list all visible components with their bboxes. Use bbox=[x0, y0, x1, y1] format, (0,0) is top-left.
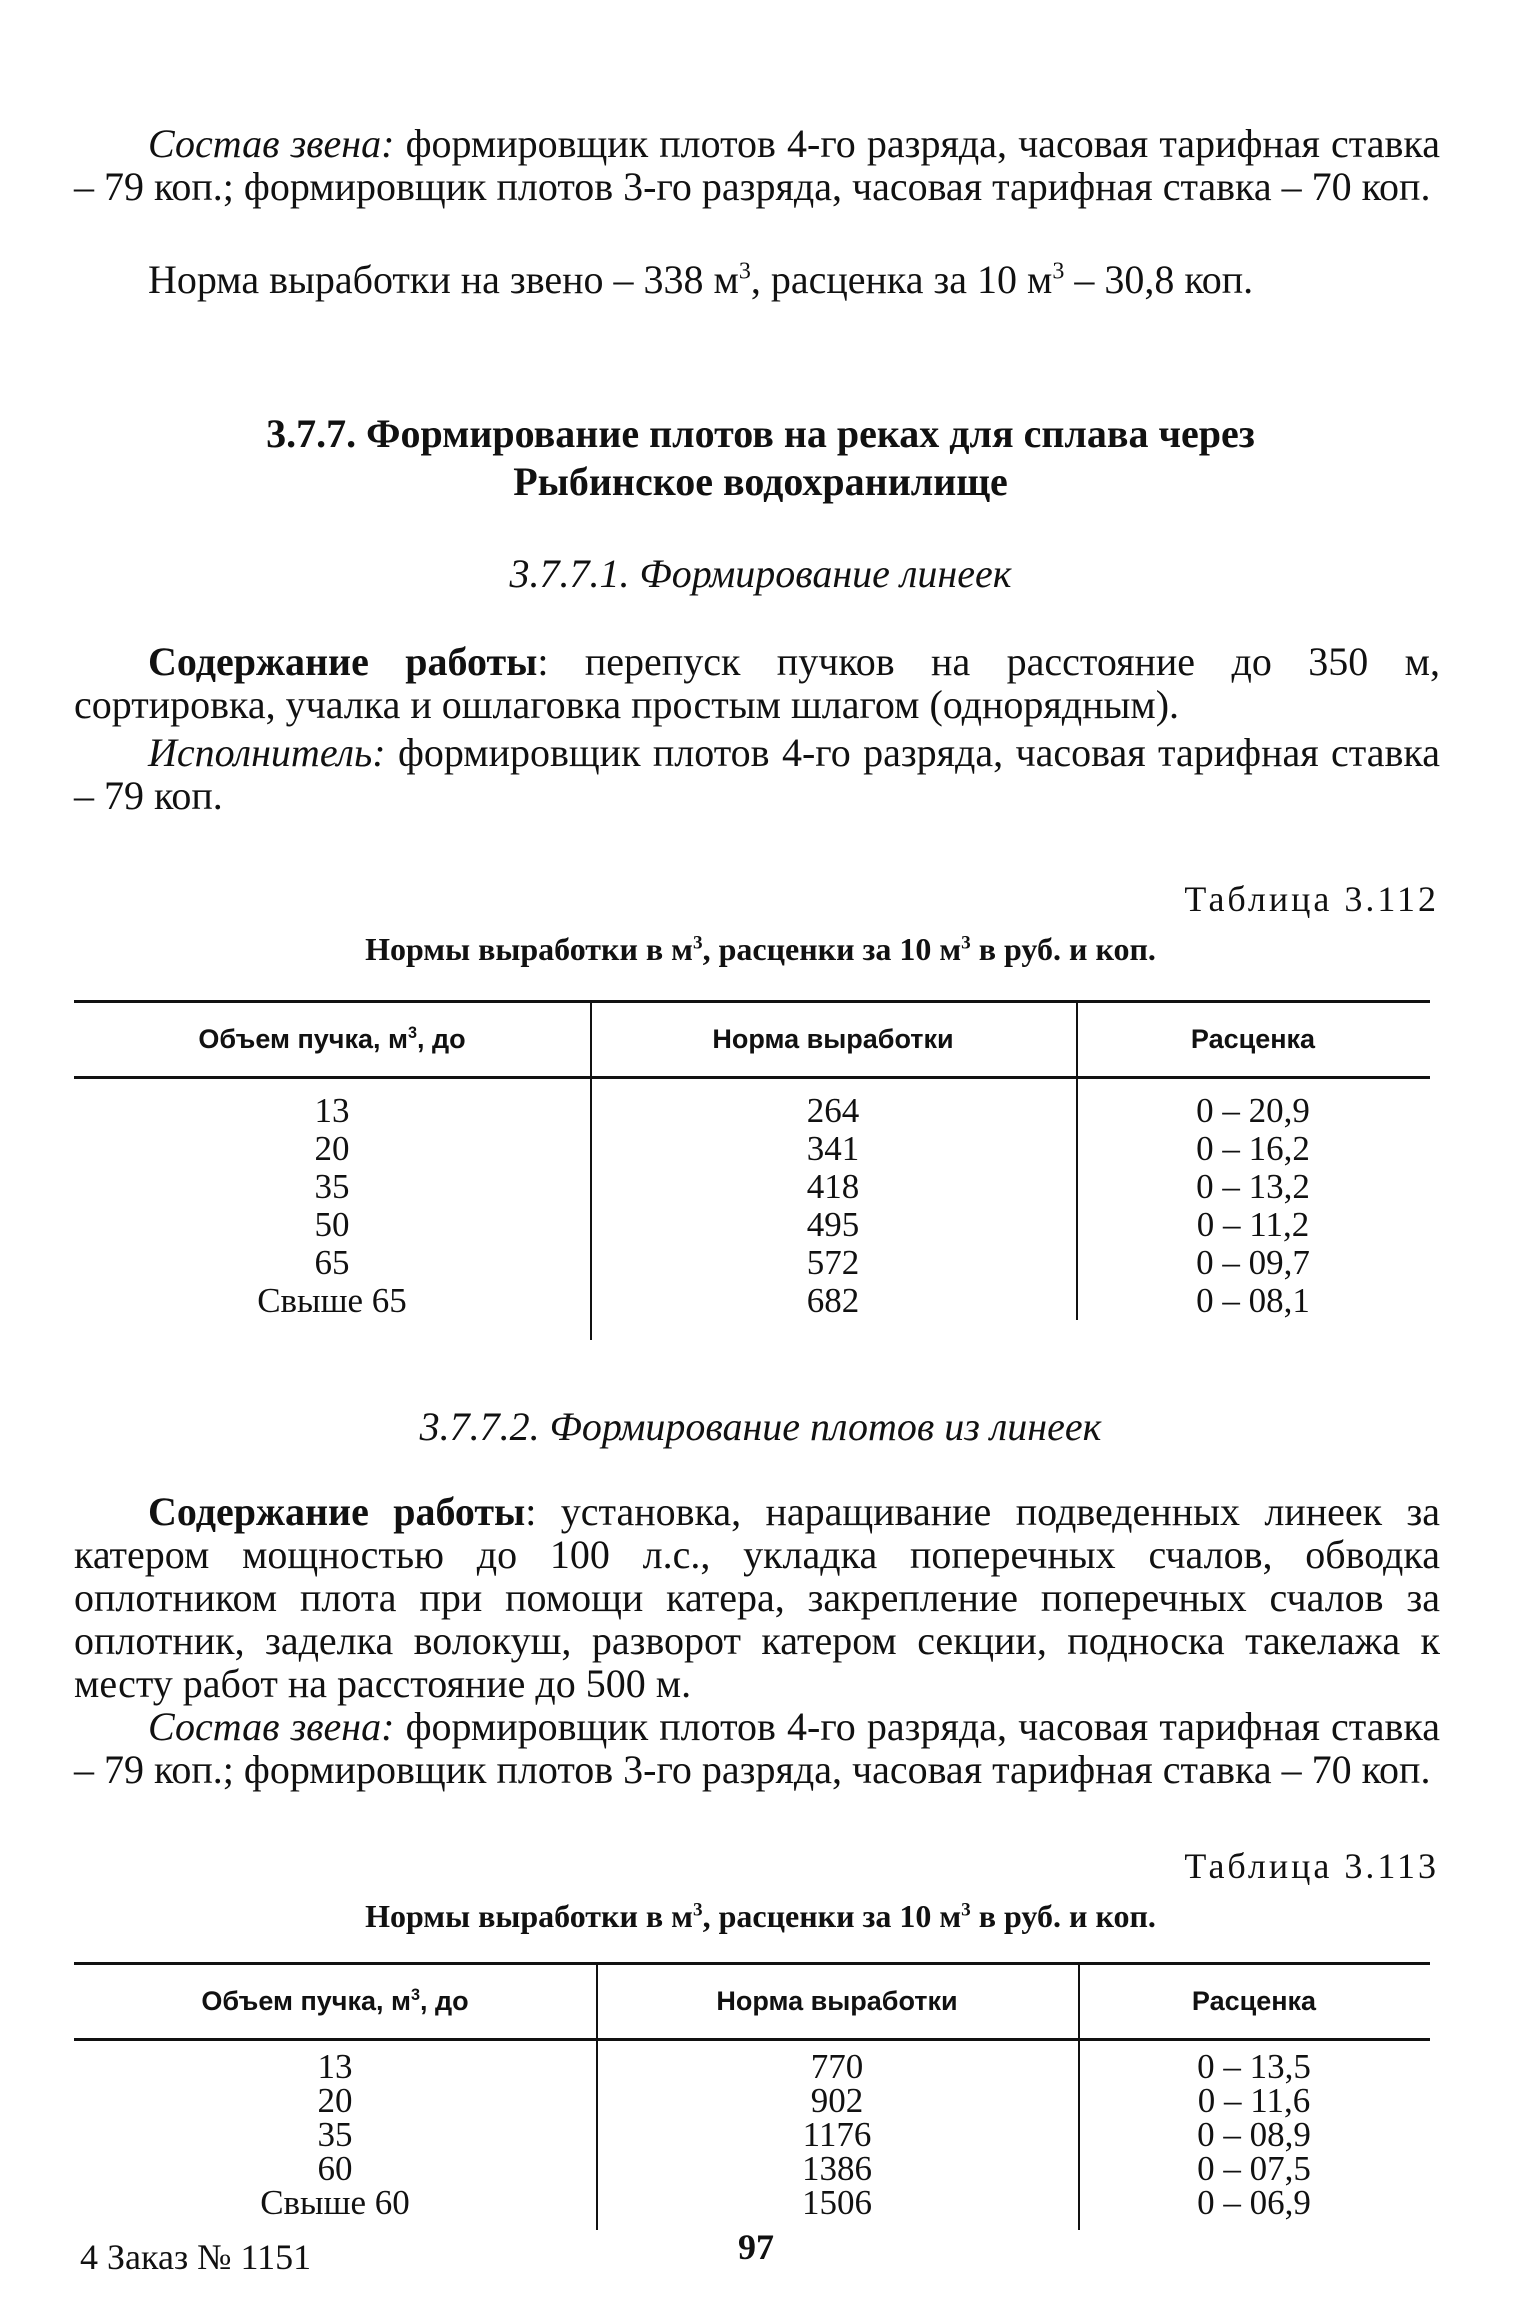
sub1-performer-paragraph bbox=[74, 731, 1440, 817]
table2-header-norm: Норма выработки bbox=[716, 1986, 958, 2016]
table2-caption-sup2: 3 bbox=[961, 1899, 971, 1921]
sub2-work-label: Содержание работы bbox=[148, 1489, 526, 1534]
intro-crew-paragraph bbox=[74, 122, 1440, 208]
table2-norm: 1386 bbox=[802, 2149, 872, 2188]
table2-volume: 20 bbox=[317, 2081, 353, 2120]
sub2-work-paragraph bbox=[74, 1490, 1440, 1705]
table2-norm: 1176 bbox=[802, 2115, 872, 2154]
table1-volume: 20 bbox=[314, 1129, 350, 1168]
intro-norm-middle: , расценка за 10 м bbox=[750, 257, 1053, 302]
table2-caption-b: , расценки за 10 м bbox=[702, 1898, 962, 1934]
table2-volume: 13 bbox=[317, 2047, 353, 2086]
table2-volume: Свыше 60 bbox=[260, 2183, 410, 2222]
table1-norm: 264 bbox=[806, 1091, 860, 1130]
table1-norm: 682 bbox=[806, 1281, 860, 1320]
table-row bbox=[74, 1168, 1430, 1206]
table1-header-norm: Норма выработки bbox=[712, 1024, 954, 1054]
table1-header-volume-b: , до bbox=[417, 1024, 466, 1054]
table1-rate: 0 – 11,2 bbox=[1196, 1205, 1310, 1244]
table1-header-volume-sup: 3 bbox=[408, 1024, 418, 1042]
table1-volume: Свыше 65 bbox=[257, 1281, 407, 1320]
table2-norm: 1506 bbox=[802, 2183, 872, 2222]
table2-volume: 60 bbox=[317, 2149, 353, 2188]
table1-caption-sup1: 3 bbox=[692, 932, 703, 954]
sub1-work-label: Содержание работы bbox=[148, 639, 538, 684]
footer-order-number: 4 Заказ № 1151 bbox=[80, 2237, 312, 2277]
intro-norm-sup2: 3 bbox=[1052, 258, 1065, 285]
table1-body bbox=[74, 1092, 1430, 1320]
table1-rate: 0 – 16,2 bbox=[1196, 1129, 1310, 1168]
table1-rate: 0 – 09,7 bbox=[1196, 1243, 1310, 1282]
sub2-crew-text: формировщик плотов 4-го разряда, часовая тарифная ставка – 79 коп.; формировщик плотов 3-го разряда, часовая тарифная ставка – 70 коп. bbox=[74, 1704, 1440, 1792]
sub1-work-text: : перепуск пучков на расстояние до 350 м, сортировка, учалка и ошлаговка простым шлагом (однорядным). bbox=[74, 639, 1440, 727]
subsection2-title: 3.7.7.2. Формирование плотов из линеек bbox=[419, 1404, 1102, 1449]
intro-norm-sup1: 3 bbox=[738, 258, 751, 285]
table2-header-volume-a: Объем пучка, м bbox=[201, 1986, 411, 2016]
table1-norm: 341 bbox=[806, 1129, 860, 1168]
table1-header-rule bbox=[74, 1076, 1430, 1079]
sub2-crew-label: Состав звена: bbox=[148, 1704, 395, 1749]
sub2-work-text: : установка, наращивание подведенных линеек за катером мощностью до 100 л.с., укладка поперечных счалов, обводка оплотником плота при помощи катера, закрепление поперечных счалов за оплотник, заделка волокуш, разворот катером секции, подноска такелажа к месту работ на расстояние до 500 м. bbox=[74, 1489, 1441, 1706]
sub1-performer-text: формировщик плотов 4-го разряда, часовая тарифная ставка – 79 коп. bbox=[74, 730, 1440, 818]
table-row bbox=[74, 2081, 1430, 2120]
table2-volume: 35 bbox=[317, 2115, 353, 2154]
table1-top-rule bbox=[74, 1000, 1430, 1003]
table1-header-volume bbox=[74, 1018, 590, 1061]
table1-volume: 35 bbox=[314, 1167, 350, 1206]
table2 bbox=[74, 1962, 1430, 2230]
table1-caption bbox=[0, 928, 1521, 971]
table-row bbox=[74, 1206, 1430, 1244]
intro-crew-label: Состав звена: bbox=[148, 121, 395, 166]
table2-rate: 0 – 06,9 bbox=[1197, 2183, 1311, 2222]
table2-rate: 0 – 08,9 bbox=[1197, 2115, 1311, 2154]
page-number: 97 bbox=[738, 2227, 774, 2267]
table1-number: Таблица 3.112 bbox=[1184, 879, 1439, 919]
table2-rate: 0 – 07,5 bbox=[1197, 2149, 1311, 2188]
table2-caption-sup1: 3 bbox=[692, 1899, 703, 1921]
table-row bbox=[74, 2115, 1430, 2154]
intro-norm-suffix: – 30,8 коп. bbox=[1064, 257, 1254, 302]
table1-norm: 495 bbox=[806, 1205, 860, 1244]
table1-rate: 0 – 13,2 bbox=[1196, 1167, 1310, 1206]
table1-caption-sup2: 3 bbox=[961, 932, 971, 954]
table2-top-rule bbox=[74, 1962, 1430, 1965]
table2-caption-a: Нормы выработки в м bbox=[365, 1898, 693, 1934]
table-row bbox=[74, 2183, 1430, 2222]
table1-caption-a: Нормы выработки в м bbox=[365, 931, 693, 967]
table2-norm: 902 bbox=[810, 2081, 864, 2120]
table-row bbox=[74, 1092, 1430, 1130]
table-row bbox=[74, 1282, 1430, 1320]
table2-header-volume-b: , до bbox=[420, 1986, 469, 2016]
table1-caption-c: в руб. и коп. bbox=[970, 931, 1156, 967]
table1-header-volume-a: Объем пучка, м bbox=[198, 1024, 408, 1054]
section-title-line2: Рыбинское водохранилище bbox=[513, 459, 1008, 504]
sub1-performer-label: Исполнитель: bbox=[148, 730, 386, 775]
section-title-line1: 3.7.7. Формирование плотов на реках для сплава через bbox=[266, 411, 1255, 456]
intro-norm-paragraph bbox=[74, 258, 1440, 301]
table2-number: Таблица 3.113 bbox=[1184, 1846, 1439, 1886]
table1-volume: 13 bbox=[314, 1091, 350, 1130]
table1-norm: 418 bbox=[806, 1167, 860, 1206]
table1-caption-b: , расценки за 10 м bbox=[702, 931, 962, 967]
table1-rate: 0 – 20,9 bbox=[1196, 1091, 1310, 1130]
table2-body bbox=[74, 2047, 1430, 2222]
table1 bbox=[74, 1000, 1430, 1340]
sub1-work-paragraph bbox=[74, 640, 1440, 726]
table2-norm: 770 bbox=[810, 2047, 864, 2086]
table1-volume: 65 bbox=[314, 1243, 350, 1282]
table2-header-rate: Расценка bbox=[1191, 1986, 1317, 2016]
table2-rate: 0 – 13,5 bbox=[1197, 2047, 1311, 2086]
table-row bbox=[74, 2047, 1430, 2086]
table2-rate: 0 – 11,6 bbox=[1197, 2081, 1311, 2120]
table1-rate: 0 – 08,1 bbox=[1196, 1281, 1310, 1320]
table-row bbox=[74, 2149, 1430, 2188]
subsection1-title: 3.7.7.1. Формирование линеек bbox=[509, 551, 1012, 596]
intro-norm-prefix: Норма выработки на звено – 338 м bbox=[148, 257, 739, 302]
table1-volume: 50 bbox=[314, 1205, 350, 1244]
table-row bbox=[74, 1130, 1430, 1168]
table2-caption bbox=[0, 1895, 1521, 1938]
sub2-crew-paragraph bbox=[74, 1705, 1440, 1791]
table-row bbox=[74, 1244, 1430, 1282]
table2-caption-c: в руб. и коп. bbox=[970, 1898, 1156, 1934]
intro-crew-text: формировщик плотов 4-го разряда, часовая тарифная ставка – 79 коп.; формировщик плотов 3-го разряда, часовая тарифная ставка – 70 коп. bbox=[74, 121, 1440, 209]
table1-header-rate: Расценка bbox=[1190, 1024, 1316, 1054]
table2-header-rule bbox=[74, 2038, 1430, 2041]
table2-header-volume-sup: 3 bbox=[411, 1986, 421, 2004]
table1-norm: 572 bbox=[806, 1243, 860, 1282]
table2-header-volume bbox=[74, 1980, 596, 2023]
